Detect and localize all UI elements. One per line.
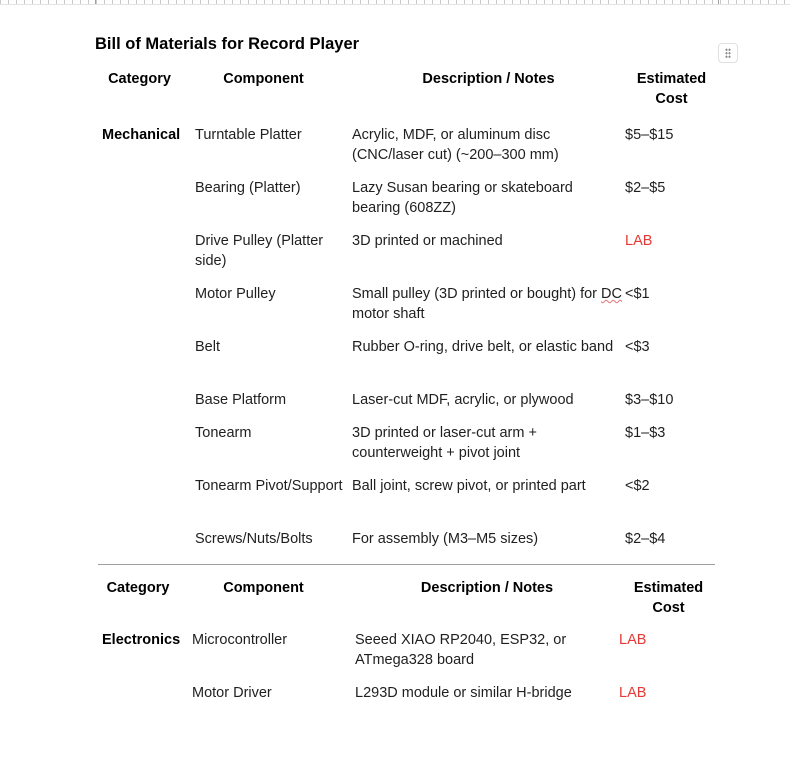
- description-text: Small pulley (3D printed or bought) for: [352, 286, 602, 302]
- component-cell[interactable]: Screws/Nuts/Bolts: [195, 531, 313, 547]
- table-row: [102, 683, 712, 713]
- component-cell[interactable]: Tonearm: [195, 425, 252, 441]
- description-cell[interactable]: L293D module or similar H-bridge: [355, 685, 572, 701]
- top-ruler: [0, 0, 790, 5]
- header-estimated-cost: Estimated Cost: [636, 71, 707, 107]
- description-cell[interactable]: Ball joint, screw pivot, or printed part: [352, 478, 586, 494]
- header-category: Category: [106, 580, 170, 596]
- description-cell[interactable]: Rubber O-ring, drive belt, or elastic band: [352, 339, 614, 355]
- component-cell[interactable]: Turntable Platter: [195, 127, 302, 143]
- header-component: Component: [223, 580, 304, 596]
- cost-cell-lab[interactable]: LAB: [625, 233, 653, 249]
- description-cell[interactable]: 3D printed or machined: [352, 233, 503, 249]
- component-cell[interactable]: Motor Pulley: [195, 286, 276, 302]
- header-category: Category: [108, 71, 171, 87]
- header-component: Component: [223, 71, 304, 87]
- description-text: motor shaft: [352, 306, 425, 322]
- description-cell[interactable]: Seeed XIAO RP2040, ESP32, or ATmega328 board: [355, 632, 567, 668]
- bom-table-electronics: [102, 578, 712, 713]
- cost-cell-lab[interactable]: LAB: [619, 632, 647, 648]
- table-row: [102, 125, 712, 178]
- cost-cell-lab[interactable]: LAB: [619, 685, 647, 701]
- cost-cell[interactable]: $2–$5: [625, 180, 666, 196]
- description-cell[interactable]: Acrylic, MDF, or aluminum disc (CNC/laser cut) (~200–300 mm): [352, 127, 559, 163]
- cost-cell[interactable]: $3–$10: [625, 392, 674, 408]
- category-cell: Mechanical: [102, 127, 181, 143]
- bom-table-mechanical: [102, 69, 712, 559]
- horizontal-rule: [98, 564, 715, 565]
- document-title: Bill of Materials for Record Player: [95, 35, 360, 53]
- description-cell[interactable]: [352, 284, 625, 337]
- component-cell[interactable]: Belt: [195, 339, 220, 355]
- component-cell[interactable]: Base Platform: [195, 392, 287, 408]
- description-cell[interactable]: Lazy Susan bearing or skateboard bearing (608ZZ): [352, 180, 573, 216]
- spellcheck-flagged-word[interactable]: DC: [601, 286, 622, 302]
- component-cell[interactable]: Microcontroller: [192, 632, 288, 648]
- component-cell[interactable]: Motor Driver: [192, 685, 272, 701]
- category-cell: Electronics: [102, 632, 181, 648]
- cost-cell[interactable]: <$3: [625, 339, 650, 355]
- header-description: Description / Notes: [420, 580, 554, 596]
- cost-cell[interactable]: <$1: [625, 286, 650, 302]
- description-cell[interactable]: Laser-cut MDF, acrylic, or plywood: [352, 392, 574, 408]
- table-row: [102, 630, 712, 683]
- header-description: Description / Notes: [422, 71, 555, 87]
- description-cell[interactable]: For assembly (M3–M5 sizes): [352, 531, 539, 547]
- description-cell[interactable]: 3D printed or laser-cut arm + counterweight + pivot joint: [352, 425, 537, 461]
- component-cell[interactable]: Tonearm Pivot/Support: [195, 478, 343, 494]
- cost-cell[interactable]: <$2: [625, 478, 650, 494]
- ruler-left-margin-marker[interactable]: [95, 0, 96, 4]
- header-estimated-cost: Estimated Cost: [633, 580, 704, 616]
- component-cell[interactable]: Drive Pulley (Platter side): [195, 233, 324, 269]
- cost-cell[interactable]: $1–$3: [625, 425, 666, 441]
- component-cell[interactable]: Bearing (Platter): [195, 180, 301, 196]
- cost-cell[interactable]: $2–$4: [625, 531, 666, 547]
- cost-cell[interactable]: $5–$15: [625, 127, 674, 143]
- table-drag-handle-icon[interactable]: [718, 43, 738, 63]
- ruler-right-margin-marker[interactable]: [718, 0, 719, 4]
